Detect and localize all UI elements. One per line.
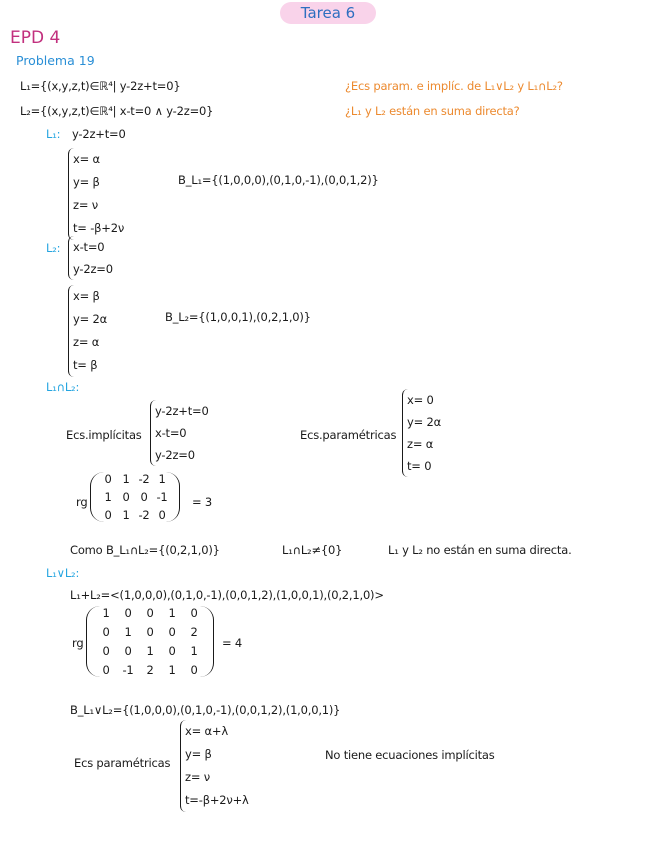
matrix-2-cell: 0 — [168, 625, 176, 639]
l2-param-t: t= β — [73, 358, 98, 372]
intersection-implicit-1: y-2z+t=0 — [155, 404, 209, 418]
rank-matrix-1-wrap — [90, 472, 180, 522]
union-param-z: z= ν — [185, 770, 210, 784]
l2-param-x: x= β — [73, 289, 100, 303]
problema-label: Problema 19 — [16, 53, 95, 68]
l1-param-y: y= β — [73, 175, 100, 189]
l2-basis: B_L₂={(1,0,0,1),(0,2,1,0)} — [165, 310, 311, 324]
matrix-1-cell: 1 — [104, 490, 112, 504]
matrix-2-cell: 0 — [190, 606, 198, 620]
union-param-t: t=-β+2ν+λ — [185, 793, 249, 807]
matrix-2-cell: 0 — [146, 625, 154, 639]
l1-definition: L₁={(x,y,z,t)∈ℝ⁴| y-2z+t=0} — [20, 79, 181, 93]
l2-definition: L₂={(x,y,z,t)∈ℝ⁴| x-t=0 ∧ y-2z=0} — [20, 104, 214, 118]
question-direct-sum: ¿L₁ y L₂ están en suma directa? — [345, 104, 520, 118]
union-parametric-system — [180, 720, 249, 812]
matrix-2-cell: 0 — [124, 606, 132, 620]
matrix-1-cell: -1 — [156, 490, 168, 504]
matrix-2-cell: 1 — [124, 625, 132, 639]
intersection-param-y: y= 2α — [407, 415, 441, 429]
matrix-1-cell: 0 — [158, 508, 166, 522]
intersection-not-zero: L₁∩L₂≠{0} — [282, 543, 343, 557]
l1-basis: B_L₁={(1,0,0,0),(0,1,0,-1),(0,0,1,2)} — [178, 173, 379, 187]
rank-result-2: = 4 — [222, 636, 243, 650]
matrix-1-cell: 0 — [104, 472, 112, 486]
l1-param-x: x= α — [73, 152, 100, 166]
l2-param-z: z= α — [73, 335, 100, 349]
intersection-label: L₁∩L₂: — [46, 380, 80, 394]
matrix-2-cell: 0 — [190, 663, 198, 677]
direct-sum-conclusion: L₁ y L₂ no están en suma directa. — [388, 543, 572, 557]
rank-matrix-1 — [90, 472, 180, 522]
intersection-param-t: t= 0 — [407, 459, 432, 473]
union-param-y: y= β — [185, 747, 212, 761]
matrix-2-cell: 2 — [190, 625, 198, 639]
matrix-1-cell: -2 — [138, 472, 150, 486]
matrix-2-cell: 0 — [102, 625, 110, 639]
matrix-2-cell: 1 — [190, 644, 198, 658]
matrix-1-cell: 0 — [122, 490, 130, 504]
matrix-2-cell: 0 — [124, 644, 132, 658]
l2-param-y: y= 2α — [73, 312, 107, 326]
l1-param-t: t= -β+2ν — [73, 221, 125, 235]
matrix-2-cell: 1 — [168, 606, 176, 620]
como-basis: Como B_L₁∩L₂={(0,2,1,0)} — [70, 543, 220, 557]
no-implicit-note: No tiene ecuaciones implícitas — [325, 748, 495, 762]
l1-equation: y-2z+t=0 — [72, 127, 126, 141]
matrix-2-cell: 2 — [146, 663, 154, 677]
tarea-title: Tarea 6 — [280, 2, 376, 24]
union-param-x: x= α+λ — [185, 724, 228, 738]
matrix-2-cell: 0 — [102, 644, 110, 658]
intersection-parametric-system — [402, 389, 441, 477]
intersection-param-z: z= α — [407, 437, 434, 451]
l2-implicit-system — [68, 236, 113, 280]
union-parametric-label: Ecs paramétricas — [74, 756, 171, 770]
matrix-1-cell: -2 — [138, 508, 150, 522]
parametric-label: Ecs.paramétricas — [300, 428, 397, 442]
rank-matrix-2-wrap — [86, 606, 214, 677]
rank-result-1: = 3 — [192, 495, 213, 509]
union-label: L₁∨L₂: — [46, 566, 80, 580]
l1-param-z: z= ν — [73, 198, 98, 212]
intersection-implicit-system — [150, 400, 209, 466]
l1-parametric-system — [68, 148, 124, 240]
epd-title: EPD 4 — [10, 28, 61, 48]
question-equations: ¿Ecs param. e implíc. de L₁∨L₂ y L₁∩L₂? — [345, 79, 563, 93]
matrix-1-cell: 1 — [158, 472, 166, 486]
matrix-2-cell: 1 — [102, 606, 110, 620]
l2-implicit-1: x-t=0 — [73, 240, 105, 254]
intersection-implicit-3: y-2z=0 — [155, 448, 195, 462]
sum-generators: L₁+L₂=<(1,0,0,0),(0,1,0,-1),(0,0,1,2),(1,0,0,1),(0,2,1,0)> — [70, 588, 384, 602]
intersection-param-x: x= 0 — [407, 393, 434, 407]
matrix-2-cell: 0 — [102, 663, 110, 677]
matrix-2-cell: 1 — [146, 644, 154, 658]
rank-matrix-2 — [86, 606, 214, 677]
matrix-2-cell: 0 — [146, 606, 154, 620]
rank-label-1: rg — [76, 495, 88, 509]
rank-label-2: rg — [72, 636, 84, 650]
l2-implicit-2: y-2z=0 — [73, 262, 113, 276]
implicit-label: Ecs.implícitas — [66, 428, 142, 442]
matrix-2-cell: -1 — [122, 663, 134, 677]
matrix-1-cell: 0 — [104, 508, 112, 522]
matrix-2-cell: 0 — [168, 644, 176, 658]
union-basis: B_L₁∨L₂={(1,0,0,0),(0,1,0,-1),(0,0,1,2),(1,0,0,1)} — [70, 703, 341, 717]
matrix-1-cell: 0 — [140, 490, 148, 504]
matrix-1-cell: 1 — [122, 472, 130, 486]
intersection-implicit-2: x-t=0 — [155, 426, 187, 440]
l1-label: L₁: — [46, 127, 61, 141]
l2-parametric-system — [68, 285, 107, 377]
matrix-1-cell: 1 — [122, 508, 130, 522]
matrix-2-cell: 1 — [168, 663, 176, 677]
l2-label: L₂: — [46, 241, 61, 255]
